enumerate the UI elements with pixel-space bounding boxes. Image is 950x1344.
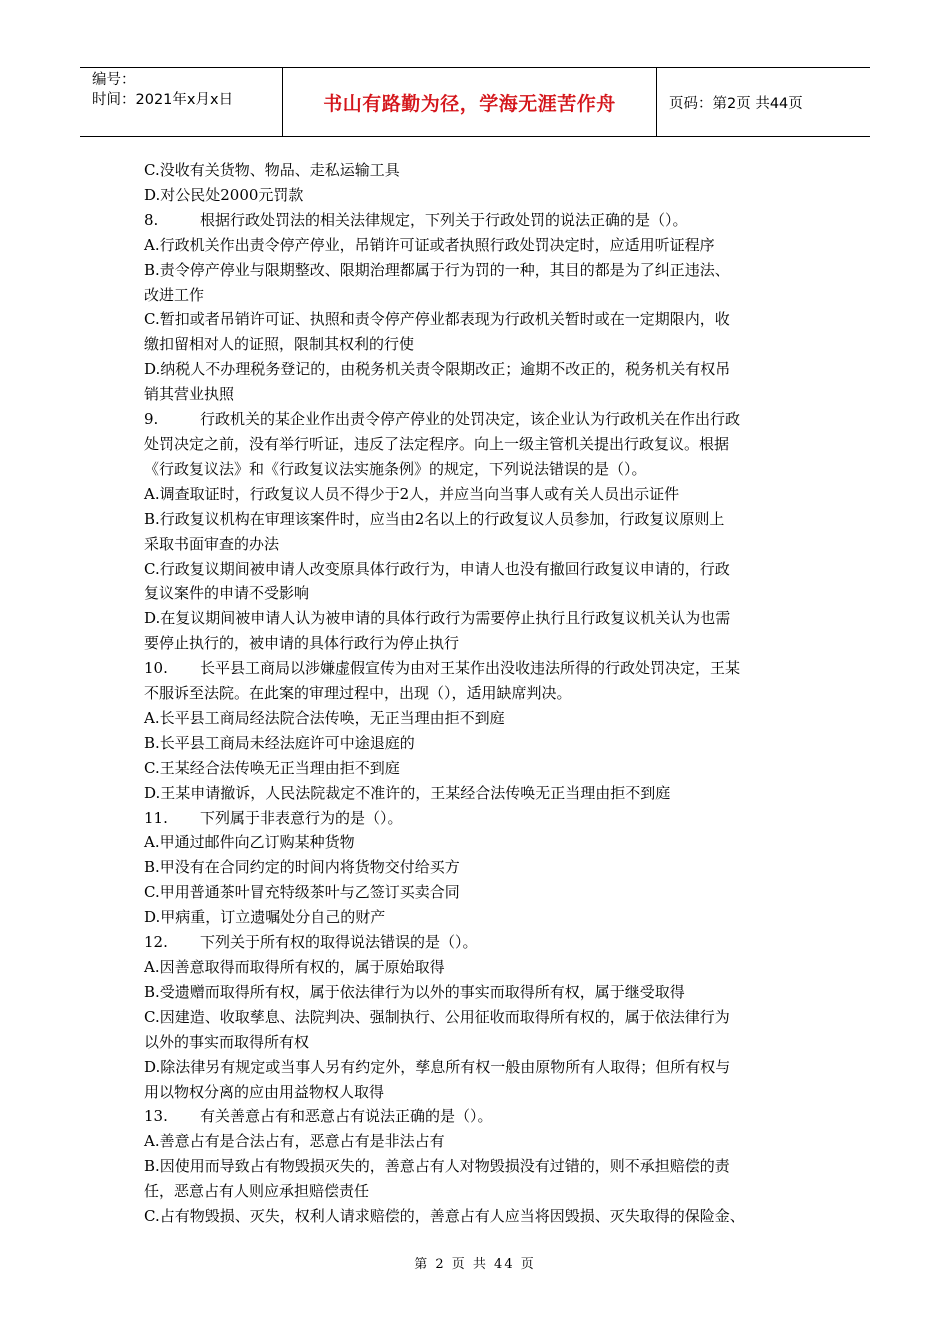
text-line: C.行政复议期间被申请人改变原具体行政行为，申请人也没有撤回行政复议申请的，行政: [144, 559, 730, 578]
header-motto: 书山有路勤为径，学海无涯苦作舟: [283, 68, 657, 136]
text-line: 以外的事实而取得所有权: [144, 1032, 310, 1051]
text-line: 10. 长平县工商局以涉嫌虚假宣传为由对王某作出没收违法所得的行政处罚决定，王某: [144, 659, 741, 678]
text-line: 采取书面审查的办法: [144, 534, 280, 553]
text-line: A.因善意取得而取得所有权的，属于原始取得: [144, 958, 445, 976]
text-line: D.纳税人不办理税务登记的，由税务机关责令限期改正；逾期不改正的，税务机关有权吊: [144, 360, 731, 379]
text-line: C.因建造、收取孳息、法院判决、强制执行、公用征收而取得所有权的，属于依法律行为: [144, 1007, 730, 1026]
text-line: D.对公民处2000元罚款: [144, 185, 304, 204]
text-line: 改进工作: [144, 285, 205, 304]
text-line: 用以物权分离的应由用益物权人取得: [144, 1082, 385, 1101]
text-line: D.甲病重，订立遗嘱处分自己的财产: [144, 908, 386, 927]
text-line: B.受遗赠而取得所有权，属于依法律行为以外的事实而取得所有权，属于继受取得: [144, 982, 685, 1001]
document-body: [144, 158, 812, 1229]
text-line: B.责令停产停业与限期整改、限期治理都属于行为罚的一种，其目的都是为了纠正违法、: [144, 260, 730, 279]
header-page-label: 页码：第2页 共44页: [669, 95, 803, 112]
text-line: 8. 根据行政处罚法的相关法律规定，下列关于行政处罚的说法正确的是（）。: [144, 210, 688, 229]
code-label: 编号：: [92, 72, 136, 88]
text-line: 销其营业执照: [144, 385, 235, 404]
text-line: D.王某申请撤诉，人民法院裁定不准许的，王某经合法传唤无正当理由拒不到庭: [144, 783, 671, 802]
text-line: 12. 下列关于所有权的取得说法错误的是（）。: [144, 933, 478, 952]
text-line: 11. 下列属于非表意行为的是（）。: [144, 808, 403, 827]
text-line: C.没收有关货物、物品、走私运输工具: [144, 161, 400, 179]
text-line: 缴扣留相对人的证照，限制其权利的行使: [144, 335, 415, 354]
text-line: 处罚决定之前，没有举行听证，违反了法定程序。向上一级主管机关提出行政复议。根据: [144, 434, 730, 453]
text-line: B.行政复议机构在审理该案件时，应当由2名以上的行政复议人员参加，行政复议原则上: [144, 509, 725, 528]
text-line: A.善意占有是合法占有，恶意占有是非法占有: [144, 1132, 445, 1151]
text-line: 13. 有关善意占有和恶意占有说法正确的是（）。: [144, 1107, 493, 1126]
text-line: B.因使用而导致占有物毁损灭失的，善意占有人对物毁损没有过错的，则不承担赔偿的责: [144, 1157, 730, 1176]
text-line: 9. 行政机关的某企业作出责令停产停业的处罚决定，该企业认为行政机关在作出行政: [144, 410, 741, 429]
page-footer: 第 2 页 共 44 页: [414, 1257, 536, 1272]
text-line: C.占有物毁损、灭失，权利人请求赔偿的，善意占有人应当将因毁损、灭失取得的保险金、: [144, 1207, 745, 1226]
text-line: 复议案件的申请不受影响: [144, 584, 310, 603]
text-line: B.甲没有在合同约定的时间内将货物交付给买方: [144, 858, 460, 877]
text-line: 《行政复议法》和《行政复议法实施条例》的规定，下列说法错误的是（）。: [144, 459, 647, 478]
text-line: D.除法律另有规定或当事人另有约定外，孳息所有权一般由原物所有人取得；但所有权与: [144, 1057, 731, 1076]
text-line: C.暂扣或者吊销许可证、执照和责令停产停业都表现为行政机关暂时或在一定期限内，收: [144, 310, 730, 329]
text-line: 不服诉至法院。在此案的审理过程中，出现（），适用缺席判决。: [144, 684, 572, 703]
text-line: C.甲用普通茶叶冒充特级茶叶与乙签订买卖合同: [144, 883, 460, 902]
time-label: 时间：2021年x月x日: [92, 92, 234, 108]
text-line: B.长平县工商局未经法庭许可中途退庭的: [144, 733, 415, 752]
text-line: C.王某经合法传唤无正当理由拒不到庭: [144, 758, 400, 777]
text-line: 要停止执行的，被申请的具体行政行为停止执行: [144, 634, 460, 653]
header-meta: [80, 68, 283, 136]
text-line: D.在复议期间被申请人认为被申请的具体行政行为需要停止执行且行政复议机关认为也需: [144, 609, 731, 628]
text-line: A.甲通过邮件向乙订购某种货物: [144, 833, 355, 852]
text-line: A.调查取证时，行政复议人员不得少于2人，并应当向当事人或有关人员出示证件: [144, 484, 680, 503]
text-line: A.长平县工商局经法院合法传唤，无正当理由拒不到庭: [144, 708, 505, 727]
text-line: A.行政机关作出责令停产停业，吊销许可证或者执照行政处罚决定时，应适用听证程序: [144, 235, 715, 254]
text-line: 任，恶意占有人则应承担赔偿责任: [144, 1182, 370, 1201]
page-header: [80, 67, 870, 137]
